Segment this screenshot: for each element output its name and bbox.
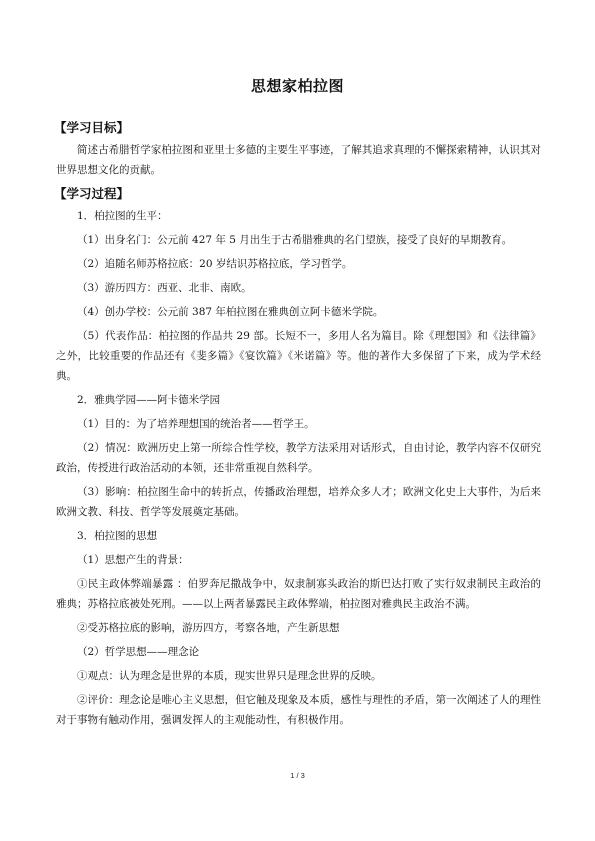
section-heading-goals: 【学习目标】 bbox=[54, 120, 130, 135]
goals-paragraph: 简述古希腊哲学家柏拉图和亚里士多德的主要生平事迹，了解其追求真理的不懈探索精神，认识其对世界思想文化的贡献。 bbox=[56, 144, 541, 176]
section-heading-process: 【学习过程】 bbox=[54, 186, 130, 201]
paragraph-thought-2a: ①观点：认为理念是世界的本质，现实世界只是理念世界的反映。 bbox=[77, 670, 382, 682]
paragraph-academy-1: （1）目的：为了培养理想国的统治者——哲学王。 bbox=[77, 418, 315, 430]
paragraph-thought-2: （2）哲学思想——理念论 bbox=[77, 646, 200, 658]
paragraph-life-1: （1）出身名门：公元前 427 年 5 月出生于古希腊雅典的名门望族，接受了良好的早期教育。 bbox=[77, 234, 513, 246]
paragraph-thought-1: （1）思想产生的背景： bbox=[77, 554, 189, 566]
paragraph-academy-heading: 2．雅典学园——阿卡德米学园 bbox=[77, 394, 221, 406]
paragraph-thought-heading: 3．柏拉图的思想 bbox=[77, 530, 158, 542]
page-title: 思想家柏拉图 bbox=[250, 77, 344, 95]
paragraph-life-heading: 1．柏拉图的生平： bbox=[77, 210, 168, 222]
paragraph-life-2: （2）追随名师苏格拉底：20 岁结识苏格拉底，学习哲学。 bbox=[77, 258, 353, 270]
paragraph-life-5: （5）代表作品：柏拉图的作品共 29 部。长短不一，多用人名为篇目。除《理想国》和《法律篇》之外，比较重要的作品还有《斐多篇》《宴饮篇》《米诺篇》等。他的著作大多保留了下来，成为学术经典。 bbox=[56, 330, 541, 382]
paragraph-academy-2: （2）情况：欧洲历史上第一所综合性学校，教学方法采用对话形式，自由讨论，教学内容不仅研究政治，传授进行政治活动的本领，还非常重视自然科学。 bbox=[56, 442, 541, 474]
page-number: 1 / 3 bbox=[290, 771, 305, 780]
paragraph-thought-2b: ②评价：理念论是唯心主义思想，但它触及现象及本质，感性与理性的矛盾，第一次阐述了人的理性对于事物有触动作用，强调发挥人的主观能动性，有积极作用。 bbox=[56, 694, 541, 726]
paragraph-life-4: （4）创办学校：公元前 387 年柏拉图在雅典创立阿卡德米学院。 bbox=[77, 306, 384, 318]
paragraph-life-3: （3）游历四方：西亚、北非、南欧。 bbox=[77, 282, 252, 294]
document-body bbox=[56, 118, 541, 734]
paragraph-thought-1a: ①民主政体弊端暴露 ：伯罗奔尼撒战争中，奴隶制寡头政治的斯巴达打败了实行奴隶制民主政治的雅典；苏格拉底被处死刑。——以上两者暴露民主政体弊端，柏拉图对雅典民主政治不满。 bbox=[56, 578, 541, 610]
paragraph-thought-1b: ②受苏格拉底的影响，游历四方，考察各地，产生新思想 bbox=[77, 622, 340, 634]
paragraph-academy-3: （3）影响：柏拉图生命中的转折点，传播政治理想，培养众多人才；欧洲文化史上大事件，为后来欧洲文教、科技、哲学等发展奠定基础。 bbox=[56, 486, 541, 518]
